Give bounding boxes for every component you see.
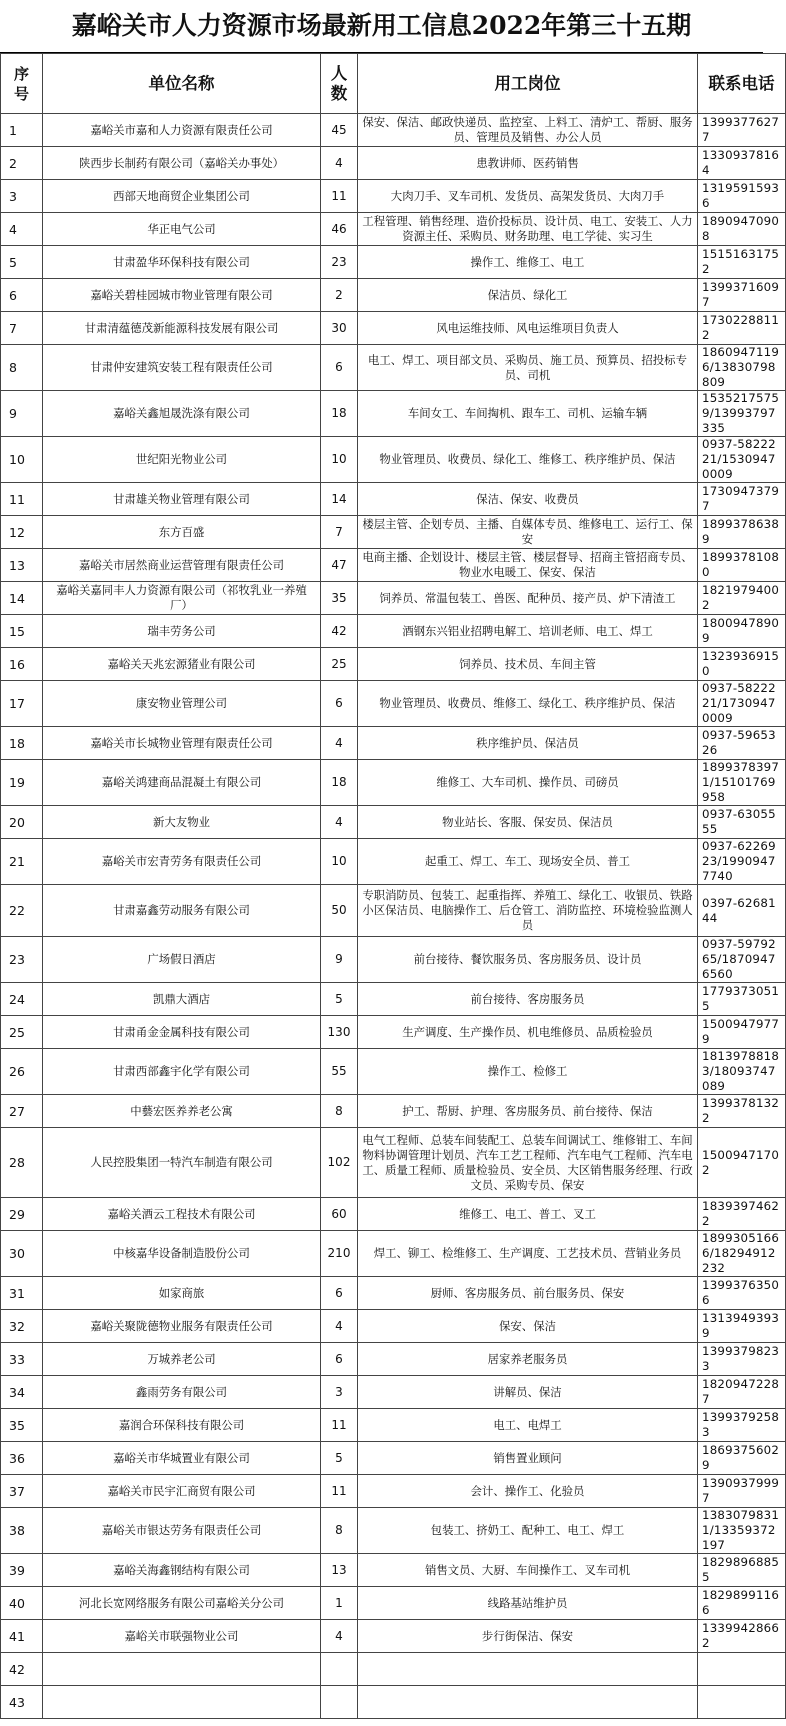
table-row	[1, 246, 786, 279]
row-positions: 物业管理员、收费员、绿化工、维修工、秩序维护员、保洁	[358, 437, 698, 483]
row-index: 2	[1, 147, 43, 180]
row-unit-name: 甘肃甬金金属科技有限公司	[43, 1016, 321, 1049]
row-index: 36	[1, 1442, 43, 1475]
row-phone: 0937-5965326	[698, 727, 786, 760]
row-index: 20	[1, 806, 43, 839]
row-index: 30	[1, 1231, 43, 1277]
row-headcount: 50	[321, 885, 358, 937]
row-phone: 13993792583	[698, 1409, 786, 1442]
row-headcount: 13	[321, 1554, 358, 1587]
row-headcount: 4	[321, 1310, 358, 1343]
row-index: 8	[1, 345, 43, 391]
row-unit-name: 嘉峪关市居然商业运营管理有限责任公司	[43, 549, 321, 582]
row-headcount: 11	[321, 180, 358, 213]
table-row	[1, 1442, 786, 1475]
row-unit-name: 东方百盛	[43, 516, 321, 549]
row-index: 35	[1, 1409, 43, 1442]
row-index: 1	[1, 114, 43, 147]
row-index: 10	[1, 437, 43, 483]
header-unit: 单位名称	[43, 54, 321, 114]
row-positions: 操作工、维修工、电工	[358, 246, 698, 279]
row-index: 6	[1, 279, 43, 312]
row-phone: 18139788183/18093747089	[698, 1049, 786, 1095]
row-index: 21	[1, 839, 43, 885]
row-positions: 居家养老服务员	[358, 1343, 698, 1376]
row-phone: 0937-5822221/17309470009	[698, 681, 786, 727]
row-phone: 13993776277	[698, 114, 786, 147]
row-headcount: 18	[321, 760, 358, 806]
row-phone: 13830798311/13359372197	[698, 1508, 786, 1554]
table-row	[1, 1016, 786, 1049]
row-unit-name: 嘉峪关鸿建商品混凝土有限公司	[43, 760, 321, 806]
row-phone: 18993051666/18294912232	[698, 1231, 786, 1277]
row-phone: 18298968855	[698, 1554, 786, 1587]
row-positions: 维修工、电工、普工、叉工	[358, 1198, 698, 1231]
table-row	[1, 885, 786, 937]
row-phone: 18009478909	[698, 615, 786, 648]
header-positions: 用工岗位	[358, 54, 698, 114]
table-row	[1, 615, 786, 648]
row-headcount: 2	[321, 279, 358, 312]
row-headcount: 47	[321, 549, 358, 582]
row-unit-name: 嘉峪关市宏青劳务有限责任公司	[43, 839, 321, 885]
row-phone: 0937-6305555	[698, 806, 786, 839]
row-unit-name	[43, 1686, 321, 1719]
row-unit-name: 中藝宏医养养老公寓	[43, 1095, 321, 1128]
row-phone: 17302288112	[698, 312, 786, 345]
row-phone: 18219794002	[698, 582, 786, 615]
row-positions: 电工、焊工、项目部文员、采购员、施工员、预算员、招投标专员、司机	[358, 345, 698, 391]
row-positions: 风电运维技师、风电运维项目负责人	[358, 312, 698, 345]
row-headcount	[321, 1653, 358, 1686]
table-row	[1, 1310, 786, 1343]
row-phone: 17309473797	[698, 483, 786, 516]
row-phone: 0937-6226923/19909477740	[698, 839, 786, 885]
table-row	[1, 1231, 786, 1277]
row-phone: 18993781080	[698, 549, 786, 582]
row-unit-name: 甘肃嘉鑫劳动服务有限公司	[43, 885, 321, 937]
row-headcount: 6	[321, 1277, 358, 1310]
row-headcount: 46	[321, 213, 358, 246]
row-headcount: 60	[321, 1198, 358, 1231]
row-unit-name: 嘉峪关天兆宏源猪业有限公司	[43, 648, 321, 681]
row-index: 16	[1, 648, 43, 681]
row-index: 32	[1, 1310, 43, 1343]
row-headcount: 30	[321, 312, 358, 345]
row-headcount: 18	[321, 391, 358, 437]
row-unit-name: 嘉峪关聚陇德物业服务有限责任公司	[43, 1310, 321, 1343]
table-row	[1, 483, 786, 516]
row-positions: 饲养员、常温包装工、兽医、配种员、接产员、炉下清渣工	[358, 582, 698, 615]
row-headcount: 14	[321, 483, 358, 516]
table-row	[1, 1409, 786, 1442]
row-headcount: 9	[321, 937, 358, 983]
table-row	[1, 937, 786, 983]
table-row	[1, 437, 786, 483]
row-unit-name: 嘉峪关碧桂园城市物业管理有限公司	[43, 279, 321, 312]
row-index: 17	[1, 681, 43, 727]
table-row	[1, 1049, 786, 1095]
row-phone: 13309378164	[698, 147, 786, 180]
row-unit-name	[43, 1653, 321, 1686]
row-unit-name: 嘉峪关市长城物业管理有限责任公司	[43, 727, 321, 760]
table-row	[1, 147, 786, 180]
table-row	[1, 345, 786, 391]
row-index: 39	[1, 1554, 43, 1587]
row-headcount: 130	[321, 1016, 358, 1049]
row-index: 19	[1, 760, 43, 806]
row-index: 42	[1, 1653, 43, 1686]
row-headcount: 6	[321, 1343, 358, 1376]
row-index: 38	[1, 1508, 43, 1554]
table-row	[1, 391, 786, 437]
table-row	[1, 114, 786, 147]
row-headcount: 23	[321, 246, 358, 279]
row-index: 5	[1, 246, 43, 279]
row-index: 33	[1, 1343, 43, 1376]
row-positions: 讲解员、保洁	[358, 1376, 698, 1409]
row-unit-name: 河北长宽网络服务有限公司嘉峪关分公司	[43, 1587, 321, 1620]
table-row	[1, 1554, 786, 1587]
table-row	[1, 279, 786, 312]
row-positions: 电商主播、企划设计、楼层主管、楼层督导、招商主管招商专员、物业水电暖工、保安、保洁	[358, 549, 698, 582]
table-row	[1, 1508, 786, 1554]
row-headcount: 45	[321, 114, 358, 147]
row-index: 25	[1, 1016, 43, 1049]
row-index: 12	[1, 516, 43, 549]
row-positions: 保洁员、绿化工	[358, 279, 698, 312]
row-headcount: 3	[321, 1376, 358, 1409]
row-positions: 销售置业顾问	[358, 1442, 698, 1475]
row-headcount: 25	[321, 648, 358, 681]
row-unit-name: 西部天地商贸企业集团公司	[43, 180, 321, 213]
table-row	[1, 1686, 786, 1719]
row-index: 9	[1, 391, 43, 437]
table-row	[1, 648, 786, 681]
row-headcount: 11	[321, 1475, 358, 1508]
row-phone: 0397-6268144	[698, 885, 786, 937]
row-phone: 18993783971/15101769958	[698, 760, 786, 806]
row-positions: 工程管理、销售经理、造价投标员、设计员、电工、安装工、人力资源主任、采购员、财务助理、电工学徒、实习生	[358, 213, 698, 246]
row-positions: 焊工、铆工、检维修工、生产调度、工艺技术员、营销业务员	[358, 1231, 698, 1277]
row-index: 31	[1, 1277, 43, 1310]
row-index: 34	[1, 1376, 43, 1409]
row-headcount: 4	[321, 147, 358, 180]
row-positions: 维修工、大车司机、操作员、司磅员	[358, 760, 698, 806]
table-row	[1, 312, 786, 345]
row-index: 40	[1, 1587, 43, 1620]
row-phone: 15009479779	[698, 1016, 786, 1049]
row-index: 41	[1, 1620, 43, 1653]
row-phone: 13993763506	[698, 1277, 786, 1310]
row-index: 11	[1, 483, 43, 516]
table-row	[1, 1198, 786, 1231]
row-unit-name: 嘉峪关市嘉和人力资源有限责任公司	[43, 114, 321, 147]
row-headcount: 6	[321, 681, 358, 727]
row-index: 27	[1, 1095, 43, 1128]
row-unit-name: 嘉峪关市银达劳务有限责任公司	[43, 1508, 321, 1554]
row-phone: 13239369150	[698, 648, 786, 681]
row-phone: 18393974622	[698, 1198, 786, 1231]
row-phone: 13909379997	[698, 1475, 786, 1508]
table-row	[1, 1620, 786, 1653]
row-phone: 18298991166	[698, 1587, 786, 1620]
row-unit-name: 甘肃清蕴德茂新能源科技发展有限公司	[43, 312, 321, 345]
row-headcount: 102	[321, 1128, 358, 1198]
row-positions: 楼层主管、企划专员、主播、自媒体专员、维修电工、运行工、保安	[358, 516, 698, 549]
row-positions	[358, 1686, 698, 1719]
job-table	[0, 53, 786, 1719]
row-index: 23	[1, 937, 43, 983]
row-index: 24	[1, 983, 43, 1016]
row-positions: 保安、保洁、邮政快递员、监控室、上料工、清炉工、帮厨、服务员、管理员及销售、办公人员	[358, 114, 698, 147]
table-row	[1, 1587, 786, 1620]
row-phone: 13993781322	[698, 1095, 786, 1128]
row-headcount: 42	[321, 615, 358, 648]
header-phone: 联系电话	[698, 54, 786, 114]
row-headcount: 4	[321, 1620, 358, 1653]
row-index: 43	[1, 1686, 43, 1719]
row-unit-name: 鑫雨劳务有限公司	[43, 1376, 321, 1409]
row-unit-name: 人民控股集团一特汽车制造有限公司	[43, 1128, 321, 1198]
row-phone: 13195915936	[698, 180, 786, 213]
row-positions: 保洁、保安、收费员	[358, 483, 698, 516]
row-unit-name: 万城养老公司	[43, 1343, 321, 1376]
row-positions: 会计、操作工、化验员	[358, 1475, 698, 1508]
header-index: 序号	[1, 54, 43, 114]
table-row	[1, 1376, 786, 1409]
row-unit-name: 甘肃西部鑫宇化学有限公司	[43, 1049, 321, 1095]
row-positions: 秩序维护员、保洁员	[358, 727, 698, 760]
table-row	[1, 1653, 786, 1686]
row-index: 3	[1, 180, 43, 213]
header-row	[1, 54, 786, 114]
table-row	[1, 1343, 786, 1376]
row-unit-name: 甘肃雄关物业管理有限公司	[43, 483, 321, 516]
row-unit-name: 新大友物业	[43, 806, 321, 839]
row-headcount: 210	[321, 1231, 358, 1277]
table-row	[1, 213, 786, 246]
row-phone: 13139493939	[698, 1310, 786, 1343]
row-positions: 线路基站维护员	[358, 1587, 698, 1620]
row-phone	[698, 1686, 786, 1719]
row-positions	[358, 1653, 698, 1686]
row-positions: 酒钢东兴铝业招聘电解工、培训老师、电工、焊工	[358, 615, 698, 648]
row-unit-name: 甘肃仲安建筑安装工程有限责任公司	[43, 345, 321, 391]
row-index: 15	[1, 615, 43, 648]
table-row	[1, 806, 786, 839]
table-row	[1, 1277, 786, 1310]
row-unit-name: 康安物业管理公司	[43, 681, 321, 727]
row-unit-name: 嘉峪关嘉同丰人力资源有限公司（祁牧乳业一养殖厂）	[43, 582, 321, 615]
row-phone: 17793730515	[698, 983, 786, 1016]
row-positions: 生产调度、生产操作员、机电维修员、品质检验员	[358, 1016, 698, 1049]
row-unit-name: 嘉峪关鑫旭晟洗涤有限公司	[43, 391, 321, 437]
row-positions: 物业站长、客服、保安员、保洁员	[358, 806, 698, 839]
row-headcount: 11	[321, 1409, 358, 1442]
row-index: 13	[1, 549, 43, 582]
row-positions: 专职消防员、包装工、起重指挥、养殖工、绿化工、收银员、铁路小区保洁员、电脑操作工、后仓管工、消防监控、环境检验监测人员	[358, 885, 698, 937]
row-phone: 15352175759/13993797335	[698, 391, 786, 437]
row-headcount: 5	[321, 1442, 358, 1475]
row-phone: 13993716097	[698, 279, 786, 312]
row-index: 28	[1, 1128, 43, 1198]
row-headcount	[321, 1686, 358, 1719]
row-phone: 0937-5822221/15309470009	[698, 437, 786, 483]
row-positions: 厨师、客房服务员、前台服务员、保安	[358, 1277, 698, 1310]
table-row	[1, 180, 786, 213]
row-positions: 电气工程师、总装车间装配工、总装车间调试工、维修钳工、车间物料协调管理计划员、汽车工艺工程师、汽车电气工程师、汽车电工、质量工程师、质量检验员、安全员、大区销售服务经理、行政文员、采购专员、保安	[358, 1128, 698, 1198]
row-positions: 操作工、检修工	[358, 1049, 698, 1095]
row-headcount: 7	[321, 516, 358, 549]
table-row	[1, 681, 786, 727]
row-phone: 13399428662	[698, 1620, 786, 1653]
row-phone	[698, 1653, 786, 1686]
row-headcount: 10	[321, 839, 358, 885]
row-positions: 销售文员、大厨、车间操作工、叉车司机	[358, 1554, 698, 1587]
table-row	[1, 983, 786, 1016]
row-headcount: 5	[321, 983, 358, 1016]
header-count: 人数	[321, 54, 358, 114]
table-row	[1, 839, 786, 885]
row-phone: 18693756029	[698, 1442, 786, 1475]
table-row	[1, 516, 786, 549]
row-positions: 物业管理员、收费员、维修工、绿化工、秩序维护员、保洁	[358, 681, 698, 727]
row-headcount: 35	[321, 582, 358, 615]
table-row	[1, 760, 786, 806]
row-positions: 前台接待、餐饮服务员、客房服务员、设计员	[358, 937, 698, 983]
table-row	[1, 582, 786, 615]
row-index: 7	[1, 312, 43, 345]
row-unit-name: 甘肃盈华环保科技有限公司	[43, 246, 321, 279]
table-row	[1, 1095, 786, 1128]
row-positions: 护工、帮厨、护理、客房服务员、前台接待、保洁	[358, 1095, 698, 1128]
table-row	[1, 1475, 786, 1508]
row-phone: 0937-5979265/18709476560	[698, 937, 786, 983]
row-positions: 患教讲师、医药销售	[358, 147, 698, 180]
row-positions: 步行街保洁、保安	[358, 1620, 698, 1653]
row-index: 14	[1, 582, 43, 615]
row-unit-name: 嘉峪关市华城置业有限公司	[43, 1442, 321, 1475]
row-unit-name: 嘉润合环保科技有限公司	[43, 1409, 321, 1442]
row-positions: 包装工、挤奶工、配种工、电工、焊工	[358, 1508, 698, 1554]
row-unit-name: 嘉峪关酒云工程技术有限公司	[43, 1198, 321, 1231]
row-phone: 18993786389	[698, 516, 786, 549]
row-index: 26	[1, 1049, 43, 1095]
row-positions: 电工、电焊工	[358, 1409, 698, 1442]
row-unit-name: 陕西步长制药有限公司（嘉峪关办事处）	[43, 147, 321, 180]
row-headcount: 8	[321, 1095, 358, 1128]
row-positions: 大肉刀手、叉车司机、发货员、高架发货员、大肉刀手	[358, 180, 698, 213]
row-index: 22	[1, 885, 43, 937]
row-unit-name: 瑞丰劳务公司	[43, 615, 321, 648]
table-row	[1, 727, 786, 760]
page-title: 嘉峪关市人力资源市场最新用工信息2022年第三十五期	[0, 0, 763, 53]
row-unit-name: 凯鼎大酒店	[43, 983, 321, 1016]
row-unit-name: 广场假日酒店	[43, 937, 321, 983]
row-phone: 13993798233	[698, 1343, 786, 1376]
row-positions: 饲养员、技术员、车间主管	[358, 648, 698, 681]
row-positions: 前台接待、客房服务员	[358, 983, 698, 1016]
table-row	[1, 1128, 786, 1198]
table-row	[1, 549, 786, 582]
row-phone: 18609471196/13830798809	[698, 345, 786, 391]
row-headcount: 10	[321, 437, 358, 483]
row-index: 29	[1, 1198, 43, 1231]
row-headcount: 8	[321, 1508, 358, 1554]
row-positions: 车间女工、车间掏机、跟车工、司机、运输车辆	[358, 391, 698, 437]
row-phone: 18209472287	[698, 1376, 786, 1409]
row-unit-name: 华正电气公司	[43, 213, 321, 246]
row-unit-name: 嘉峪关市民宇汇商贸有限公司	[43, 1475, 321, 1508]
row-headcount: 4	[321, 806, 358, 839]
row-unit-name: 中核嘉华设备制造股份公司	[43, 1231, 321, 1277]
row-index: 4	[1, 213, 43, 246]
row-unit-name: 嘉峪关市联强物业公司	[43, 1620, 321, 1653]
row-headcount: 4	[321, 727, 358, 760]
row-unit-name: 世纪阳光物业公司	[43, 437, 321, 483]
row-phone: 15009471702	[698, 1128, 786, 1198]
row-headcount: 6	[321, 345, 358, 391]
row-unit-name: 如家商旅	[43, 1277, 321, 1310]
row-positions: 保安、保洁	[358, 1310, 698, 1343]
row-positions: 起重工、焊工、车工、现场安全员、普工	[358, 839, 698, 885]
row-unit-name: 嘉峪关海鑫钢结构有限公司	[43, 1554, 321, 1587]
row-headcount: 55	[321, 1049, 358, 1095]
row-phone: 15151631752	[698, 246, 786, 279]
row-phone: 18909470908	[698, 213, 786, 246]
row-index: 37	[1, 1475, 43, 1508]
row-headcount: 1	[321, 1587, 358, 1620]
row-index: 18	[1, 727, 43, 760]
